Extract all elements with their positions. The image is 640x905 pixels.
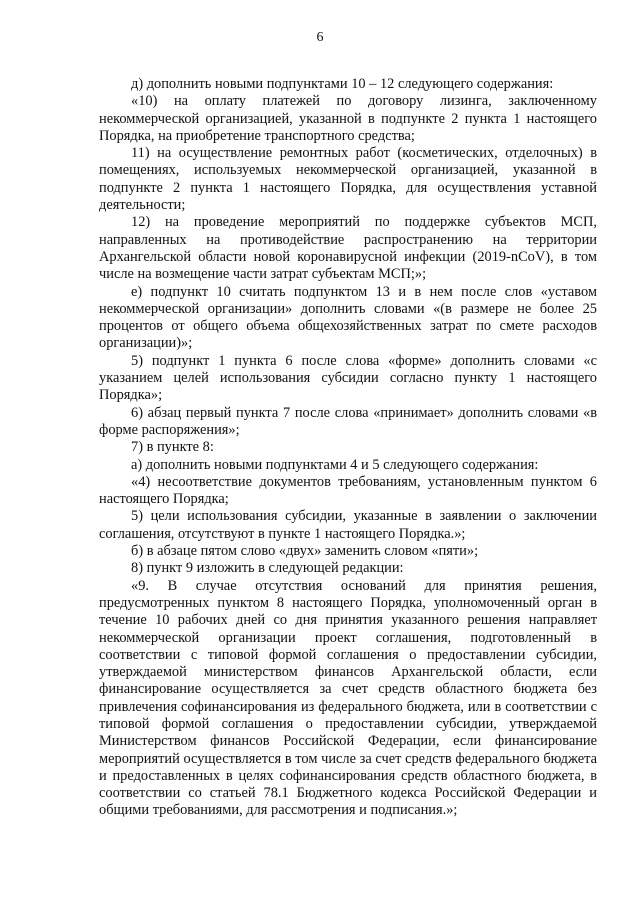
paragraph-7a: а) дополнить новыми подпунктами 4 и 5 следующего содержания: [131, 456, 539, 473]
paragraph-11: 11) на осуществление ремонтных работ (косметических, отделочных) в помещениях, используемых некоммерческой организацией, указанной в подпункте 2 пункта 1 настоящего Порядка, для осуществления уставной деятельности; [99, 145, 597, 214]
paragraph-12: 12) на проведение мероприятий по поддержке субъектов МСП, направленных на противодействие распространению на территории Архангельской области новой коронавирусной инфекции (2019-nCoV), в том числе на возмещение части затрат субъектам МСП;»; [99, 214, 597, 283]
paragraph-e: е) подпункт 10 считать подпунктом 13 и в нем после слов «уставом некоммерческой организации» дополнить словами «(в размере не более 25 процентов от общего объема общехозяйственных затрат по смете расходов организации)»; [99, 283, 597, 352]
paragraph-8: 8) пункт 9 изложить в следующей редакции: [131, 560, 404, 577]
page-number: 6 [316, 30, 324, 45]
paragraph-7a-4: «4) несоответствие документов требованиям, установленным пунктом 6 настоящего Порядка; [99, 473, 597, 508]
paragraph-6: 6) абзац первый пункта 7 после слова «принимает» дополнить словами «в форме распоряжения»; [99, 404, 597, 438]
paragraph-7b: б) в абзаце пятом слово «двух» заменить словом «пяти»; [131, 543, 479, 560]
paragraph-10: «10) на оплату платежей по договору лизинга, заключенному некоммерческой организацией, указанной в подпункте 2 пункта 1 настоящего Порядка, на приобретение транспортного средства; [99, 93, 597, 144]
paragraph-9-new-text: «9. В случае отсутствия оснований для принятия решения, предусмотренных пунктом 8 настоящего Порядка, уполномоченный орган в течение 10 рабочих дней со дня принятия указанного решения направляет некоммерческой организации проект соглашения, подготовленный в соответствии с типовой формой соглашения о предоставлении субсидии, утверждаемой министерством финансов Архангельской области, если финансирование осуществляется за счет средств областного бюджета без привлечения софинансирования из федерального бюджета, или в соответствии с типовой формой соглашения о предоставлении субсидии, утверждаемой Министерством финансов Российской Федерации, если финансирование мероприятий осуществляется в том числе за счет средств федерального бюджета и предоставленных в целях софинансирования средств областного бюджета, в соответствии со статьей 78.1 Бюджетного кодекса Российской Федерации и общими требованиями, для рассмотрения и подписания.»; [99, 577, 597, 819]
paragraph-d: д) дополнить новыми подпунктами 10 – 12 следующего содержания: [131, 76, 554, 92]
paragraph-5: 5) подпункт 1 пункта 6 после слова «форме» дополнить словами «с указанием целей использования субсидии согласно пункту 1 настоящего Порядка»; [99, 352, 597, 404]
paragraph-7a-5: 5) цели использования субсидии, указанные в заявлении о заключении соглашения, отсутствуют в пункте 1 настоящего Порядка.»; [99, 508, 597, 542]
document-body [99, 76, 597, 820]
paragraph-7: 7) в пункте 8: [131, 439, 214, 456]
